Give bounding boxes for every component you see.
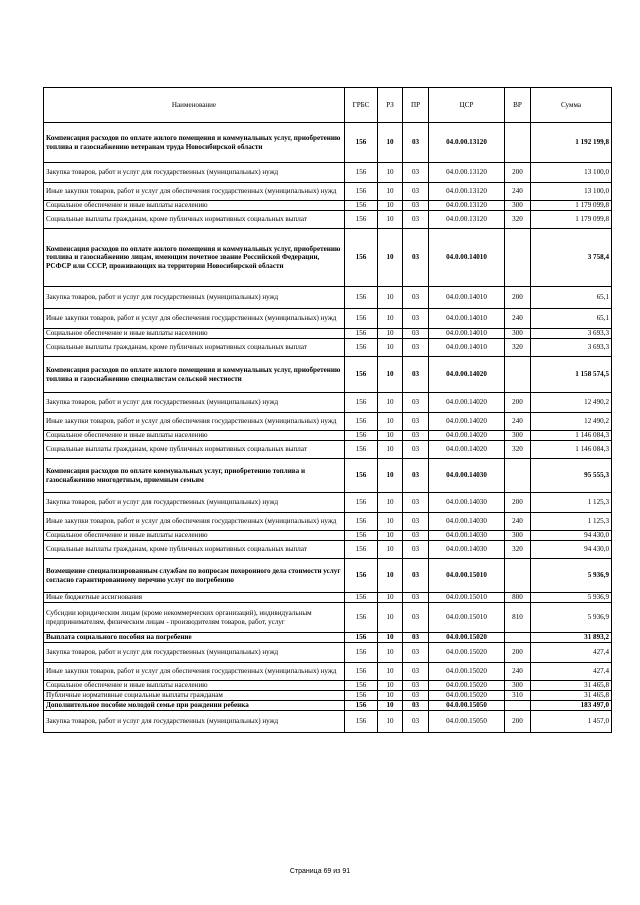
cell-vr: 240 bbox=[505, 663, 531, 681]
cell-name: Иные бюджетные ассигнования bbox=[44, 593, 345, 603]
cell-vr: 240 bbox=[505, 183, 531, 201]
cell-csr: 04.0.00.14030 bbox=[429, 541, 505, 559]
cell-pr: 03 bbox=[403, 431, 429, 441]
cell-grbs: 156 bbox=[345, 643, 378, 663]
cell-grbs: 156 bbox=[345, 357, 378, 393]
table-row bbox=[44, 329, 612, 339]
table-row bbox=[44, 643, 612, 663]
cell-pr: 03 bbox=[403, 643, 429, 663]
cell-sum: 13 100,0 bbox=[531, 183, 612, 201]
cell-rz: 10 bbox=[378, 531, 403, 541]
table-row bbox=[44, 663, 612, 681]
cell-grbs: 156 bbox=[345, 701, 378, 711]
cell-rz: 10 bbox=[378, 603, 403, 633]
cell-csr: 04.0.00.15020 bbox=[429, 643, 505, 663]
cell-name: Иные закупки товаров, работ и услуг для обеспечения государственных (муниципальных) нужд bbox=[44, 183, 345, 201]
cell-pr: 03 bbox=[403, 603, 429, 633]
cell-pr: 03 bbox=[403, 329, 429, 339]
table-row bbox=[44, 339, 612, 357]
cell-pr: 03 bbox=[403, 633, 429, 643]
cell-name: Компенсация расходов по оплате жилого помещения и коммунальных услуг, приобретению топлива и газоснабжению лицам, имеющим почетное звание Российской Федерации, РСФСР или СССР, проживающих на территории Новосибирской области bbox=[44, 229, 345, 287]
cell-csr: 04.0.00.14030 bbox=[429, 513, 505, 531]
cell-vr: 310 bbox=[505, 691, 531, 701]
cell-vr: 240 bbox=[505, 413, 531, 431]
cell-csr: 04.0.00.15050 bbox=[429, 701, 505, 711]
cell-vr: 200 bbox=[505, 493, 531, 513]
cell-rz: 10 bbox=[378, 593, 403, 603]
cell-name: Дополнительное пособие молодой семье при рождении ребенка bbox=[44, 701, 345, 711]
cell-pr: 03 bbox=[403, 163, 429, 183]
cell-vr: 200 bbox=[505, 643, 531, 663]
cell-rz: 10 bbox=[378, 559, 403, 593]
table-row-section bbox=[44, 559, 612, 593]
cell-rz: 10 bbox=[378, 229, 403, 287]
cell-vr: 240 bbox=[505, 513, 531, 531]
cell-vr: 810 bbox=[505, 603, 531, 633]
cell-pr: 03 bbox=[403, 393, 429, 413]
cell-sum: 183 497,0 bbox=[531, 701, 612, 711]
cell-sum: 427,4 bbox=[531, 643, 612, 663]
cell-rz: 10 bbox=[378, 357, 403, 393]
cell-grbs: 156 bbox=[345, 633, 378, 643]
column-header-csr: ЦСР bbox=[429, 88, 505, 123]
cell-sum: 12 490,2 bbox=[531, 393, 612, 413]
cell-grbs: 156 bbox=[345, 211, 378, 229]
cell-vr bbox=[505, 559, 531, 593]
table-row bbox=[44, 593, 612, 603]
cell-vr: 300 bbox=[505, 329, 531, 339]
cell-name: Социальные выплаты гражданам, кроме публичных нормативных социальных выплат bbox=[44, 339, 345, 357]
cell-grbs: 156 bbox=[345, 531, 378, 541]
cell-grbs: 156 bbox=[345, 329, 378, 339]
cell-rz: 10 bbox=[378, 691, 403, 701]
table-row bbox=[44, 211, 612, 229]
cell-csr: 04.0.00.14030 bbox=[429, 459, 505, 493]
cell-csr: 04.0.00.15010 bbox=[429, 603, 505, 633]
cell-rz: 10 bbox=[378, 329, 403, 339]
cell-sum: 31 893,2 bbox=[531, 633, 612, 643]
table-row-section bbox=[44, 229, 612, 287]
cell-pr: 03 bbox=[403, 531, 429, 541]
cell-sum: 31 465,8 bbox=[531, 691, 612, 701]
cell-sum: 5 936,9 bbox=[531, 603, 612, 633]
cell-vr: 300 bbox=[505, 201, 531, 211]
cell-name: Социальные выплаты гражданам, кроме публичных нормативных социальных выплат bbox=[44, 541, 345, 559]
column-header-sum: Сумма bbox=[531, 88, 612, 123]
cell-sum: 1 457,0 bbox=[531, 711, 612, 733]
cell-name: Выплата социального пособия на погребение bbox=[44, 633, 345, 643]
table-row bbox=[44, 183, 612, 201]
cell-rz: 10 bbox=[378, 163, 403, 183]
table-row bbox=[44, 603, 612, 633]
table-row bbox=[44, 393, 612, 413]
cell-rz: 10 bbox=[378, 701, 403, 711]
cell-rz: 10 bbox=[378, 393, 403, 413]
cell-vr: 200 bbox=[505, 393, 531, 413]
cell-csr: 04.0.00.14020 bbox=[429, 393, 505, 413]
cell-vr: 320 bbox=[505, 211, 531, 229]
cell-rz: 10 bbox=[378, 663, 403, 681]
table-row bbox=[44, 413, 612, 431]
table-row bbox=[44, 531, 612, 541]
cell-csr: 04.0.00.15050 bbox=[429, 711, 505, 733]
cell-rz: 10 bbox=[378, 681, 403, 691]
cell-csr: 04.0.00.14020 bbox=[429, 413, 505, 431]
cell-rz: 10 bbox=[378, 339, 403, 357]
cell-grbs: 156 bbox=[345, 229, 378, 287]
cell-rz: 10 bbox=[378, 123, 403, 163]
cell-vr: 320 bbox=[505, 441, 531, 459]
cell-pr: 03 bbox=[403, 309, 429, 329]
column-header-grbs: ГРБС bbox=[345, 88, 378, 123]
cell-pr: 03 bbox=[403, 493, 429, 513]
table-header-row bbox=[44, 88, 612, 123]
cell-csr: 04.0.00.14020 bbox=[429, 357, 505, 393]
cell-csr: 04.0.00.15020 bbox=[429, 663, 505, 681]
cell-sum: 65,1 bbox=[531, 287, 612, 309]
cell-rz: 10 bbox=[378, 633, 403, 643]
cell-name: Социальное обеспечение и иные выплаты населению bbox=[44, 329, 345, 339]
cell-vr bbox=[505, 459, 531, 493]
table-row bbox=[44, 541, 612, 559]
cell-vr: 200 bbox=[505, 287, 531, 309]
cell-name: Иные закупки товаров, работ и услуг для обеспечения государственных (муниципальных) нужд bbox=[44, 663, 345, 681]
table-row bbox=[44, 681, 612, 691]
cell-name: Иные закупки товаров, работ и услуг для обеспечения государственных (муниципальных) нужд bbox=[44, 309, 345, 329]
cell-sum: 12 490,2 bbox=[531, 413, 612, 431]
cell-sum: 1 192 199,8 bbox=[531, 123, 612, 163]
cell-vr bbox=[505, 229, 531, 287]
cell-name: Социальное обеспечение и иные выплаты населению bbox=[44, 201, 345, 211]
cell-name: Иные закупки товаров, работ и услуг для обеспечения государственных (муниципальных) нужд bbox=[44, 413, 345, 431]
cell-vr bbox=[505, 357, 531, 393]
cell-pr: 03 bbox=[403, 559, 429, 593]
table-row-section bbox=[44, 357, 612, 393]
cell-pr: 03 bbox=[403, 441, 429, 459]
cell-sum: 5 936,9 bbox=[531, 593, 612, 603]
table-row bbox=[44, 691, 612, 701]
page-number: Страница 69 из 91 bbox=[289, 868, 351, 875]
cell-csr: 04.0.00.14010 bbox=[429, 229, 505, 287]
cell-csr: 04.0.00.15020 bbox=[429, 681, 505, 691]
table-row-section bbox=[44, 633, 612, 643]
cell-sum: 65,1 bbox=[531, 309, 612, 329]
cell-name: Субсидии юридическим лицам (кроме некоммерческих организаций), индивидуальным предпринимателям, физическим лицам - производителям товаров, работ, услуг bbox=[44, 603, 345, 633]
cell-grbs: 156 bbox=[345, 123, 378, 163]
cell-csr: 04.0.00.14010 bbox=[429, 339, 505, 357]
cell-grbs: 156 bbox=[345, 711, 378, 733]
cell-csr: 04.0.00.14010 bbox=[429, 287, 505, 309]
cell-rz: 10 bbox=[378, 493, 403, 513]
cell-rz: 10 bbox=[378, 183, 403, 201]
table-row bbox=[44, 163, 612, 183]
cell-grbs: 156 bbox=[345, 513, 378, 531]
cell-sum: 1 125,3 bbox=[531, 493, 612, 513]
cell-vr: 300 bbox=[505, 681, 531, 691]
cell-pr: 03 bbox=[403, 123, 429, 163]
cell-csr: 04.0.00.14030 bbox=[429, 493, 505, 513]
cell-vr: 240 bbox=[505, 309, 531, 329]
cell-pr: 03 bbox=[403, 513, 429, 531]
cell-vr: 200 bbox=[505, 711, 531, 733]
cell-name: Социальные выплаты гражданам, кроме публичных нормативных социальных выплат bbox=[44, 441, 345, 459]
column-header-rz: РЗ bbox=[378, 88, 403, 123]
cell-name: Закупка товаров, работ и услуг для государственных (муниципальных) нужд bbox=[44, 163, 345, 183]
cell-name: Закупка товаров, работ и услуг для государственных (муниципальных) нужд bbox=[44, 643, 345, 663]
cell-name: Закупка товаров, работ и услуг для государственных (муниципальных) нужд bbox=[44, 393, 345, 413]
cell-csr: 04.0.00.14020 bbox=[429, 431, 505, 441]
cell-grbs: 156 bbox=[345, 393, 378, 413]
table-row-section bbox=[44, 123, 612, 163]
cell-sum: 95 555,3 bbox=[531, 459, 612, 493]
cell-grbs: 156 bbox=[345, 163, 378, 183]
cell-sum: 1 146 084,3 bbox=[531, 441, 612, 459]
cell-pr: 03 bbox=[403, 711, 429, 733]
cell-name: Социальное обеспечение и иные выплаты населению bbox=[44, 431, 345, 441]
cell-sum: 3 693,3 bbox=[531, 339, 612, 357]
cell-pr: 03 bbox=[403, 357, 429, 393]
cell-csr: 04.0.00.14030 bbox=[429, 531, 505, 541]
cell-csr: 04.0.00.13120 bbox=[429, 123, 505, 163]
cell-name: Закупка товаров, работ и услуг для государственных (муниципальных) нужд bbox=[44, 493, 345, 513]
cell-rz: 10 bbox=[378, 431, 403, 441]
cell-pr: 03 bbox=[403, 459, 429, 493]
table-row bbox=[44, 201, 612, 211]
cell-pr: 03 bbox=[403, 541, 429, 559]
cell-name: Публичные нормативные социальные выплаты гражданам bbox=[44, 691, 345, 701]
cell-grbs: 156 bbox=[345, 559, 378, 593]
cell-csr: 04.0.00.15010 bbox=[429, 593, 505, 603]
cell-csr: 04.0.00.13120 bbox=[429, 201, 505, 211]
cell-vr: 300 bbox=[505, 431, 531, 441]
cell-sum: 427,4 bbox=[531, 663, 612, 681]
cell-sum: 1 179 099,8 bbox=[531, 211, 612, 229]
cell-pr: 03 bbox=[403, 691, 429, 701]
cell-rz: 10 bbox=[378, 211, 403, 229]
cell-vr bbox=[505, 701, 531, 711]
table-row-section bbox=[44, 701, 612, 711]
cell-rz: 10 bbox=[378, 459, 403, 493]
table-body bbox=[44, 123, 612, 733]
cell-csr: 04.0.00.15010 bbox=[429, 559, 505, 593]
cell-name: Компенсация расходов по оплате коммунальных услуг, приобретению топлива и газоснабжению многодетным, приемным семьям bbox=[44, 459, 345, 493]
cell-sum: 3 693,3 bbox=[531, 329, 612, 339]
cell-vr: 300 bbox=[505, 531, 531, 541]
cell-rz: 10 bbox=[378, 643, 403, 663]
cell-csr: 04.0.00.15020 bbox=[429, 691, 505, 701]
cell-sum: 1 158 574,5 bbox=[531, 357, 612, 393]
cell-vr bbox=[505, 633, 531, 643]
cell-csr: 04.0.00.14020 bbox=[429, 441, 505, 459]
cell-grbs: 156 bbox=[345, 681, 378, 691]
cell-grbs: 156 bbox=[345, 593, 378, 603]
cell-grbs: 156 bbox=[345, 431, 378, 441]
cell-rz: 10 bbox=[378, 287, 403, 309]
cell-name: Социальные выплаты гражданам, кроме публичных нормативных социальных выплат bbox=[44, 211, 345, 229]
cell-pr: 03 bbox=[403, 183, 429, 201]
table-row bbox=[44, 309, 612, 329]
cell-grbs: 156 bbox=[345, 441, 378, 459]
table-row bbox=[44, 431, 612, 441]
table-row bbox=[44, 493, 612, 513]
cell-pr: 03 bbox=[403, 211, 429, 229]
cell-vr: 200 bbox=[505, 163, 531, 183]
cell-name: Социальное обеспечение и иные выплаты населению bbox=[44, 681, 345, 691]
cell-csr: 04.0.00.14010 bbox=[429, 309, 505, 329]
cell-pr: 03 bbox=[403, 413, 429, 431]
cell-grbs: 156 bbox=[345, 603, 378, 633]
cell-sum: 1 125,3 bbox=[531, 513, 612, 531]
cell-pr: 03 bbox=[403, 287, 429, 309]
cell-sum: 1 146 084,3 bbox=[531, 431, 612, 441]
table-row bbox=[44, 287, 612, 309]
cell-sum: 94 430,0 bbox=[531, 541, 612, 559]
cell-sum: 1 179 099,8 bbox=[531, 201, 612, 211]
cell-vr: 320 bbox=[505, 339, 531, 357]
cell-grbs: 156 bbox=[345, 287, 378, 309]
cell-csr: 04.0.00.13120 bbox=[429, 163, 505, 183]
column-header-pr: ПР bbox=[403, 88, 429, 123]
cell-sum: 3 758,4 bbox=[531, 229, 612, 287]
cell-name: Закупка товаров, работ и услуг для государственных (муниципальных) нужд bbox=[44, 711, 345, 733]
cell-pr: 03 bbox=[403, 593, 429, 603]
cell-rz: 10 bbox=[378, 513, 403, 531]
cell-grbs: 156 bbox=[345, 459, 378, 493]
cell-pr: 03 bbox=[403, 339, 429, 357]
cell-name: Компенсация расходов по оплате жилого помещения и коммунальных услуг, приобретению топлива и газоснабжению специалистам сельской местности bbox=[44, 357, 345, 393]
cell-rz: 10 bbox=[378, 413, 403, 431]
cell-vr: 800 bbox=[505, 593, 531, 603]
cell-sum: 13 100,0 bbox=[531, 163, 612, 183]
cell-vr: 320 bbox=[505, 541, 531, 559]
cell-rz: 10 bbox=[378, 441, 403, 459]
cell-name: Иные закупки товаров, работ и услуг для обеспечения государственных (муниципальных) нужд bbox=[44, 513, 345, 531]
cell-grbs: 156 bbox=[345, 309, 378, 329]
cell-rz: 10 bbox=[378, 309, 403, 329]
cell-pr: 03 bbox=[403, 201, 429, 211]
cell-rz: 10 bbox=[378, 541, 403, 559]
budget-table bbox=[43, 87, 612, 733]
cell-pr: 03 bbox=[403, 681, 429, 691]
cell-grbs: 156 bbox=[345, 201, 378, 211]
cell-csr: 04.0.00.13120 bbox=[429, 211, 505, 229]
cell-name: Закупка товаров, работ и услуг для государственных (муниципальных) нужд bbox=[44, 287, 345, 309]
cell-pr: 03 bbox=[403, 229, 429, 287]
cell-grbs: 156 bbox=[345, 541, 378, 559]
cell-csr: 04.0.00.14010 bbox=[429, 329, 505, 339]
column-header-name: Наименование bbox=[44, 88, 345, 123]
cell-csr: 04.0.00.15020 bbox=[429, 633, 505, 643]
table-row bbox=[44, 441, 612, 459]
column-header-vr: ВР bbox=[505, 88, 531, 123]
cell-sum: 94 430,0 bbox=[531, 531, 612, 541]
cell-name: Компенсация расходов по оплате жилого помещения и коммунальных услуг, приобретению топлива и газоснабжению ветеранам труда Новосибирской области bbox=[44, 123, 345, 163]
cell-grbs: 156 bbox=[345, 339, 378, 357]
cell-sum: 5 936,9 bbox=[531, 559, 612, 593]
cell-sum: 31 465,8 bbox=[531, 681, 612, 691]
cell-name: Социальное обеспечение и иные выплаты населению bbox=[44, 531, 345, 541]
table-row-section bbox=[44, 459, 612, 493]
cell-grbs: 156 bbox=[345, 663, 378, 681]
cell-rz: 10 bbox=[378, 711, 403, 733]
cell-pr: 03 bbox=[403, 663, 429, 681]
table-row bbox=[44, 513, 612, 531]
cell-csr: 04.0.00.13120 bbox=[429, 183, 505, 201]
cell-grbs: 156 bbox=[345, 183, 378, 201]
cell-name: Возмещение специализированным службам по вопросам похоронного дела стоимости услуг согласно гарантированному перечню услуг по погребению bbox=[44, 559, 345, 593]
cell-grbs: 156 bbox=[345, 493, 378, 513]
cell-pr: 03 bbox=[403, 701, 429, 711]
cell-grbs: 156 bbox=[345, 691, 378, 701]
table-row bbox=[44, 711, 612, 733]
cell-rz: 10 bbox=[378, 201, 403, 211]
cell-grbs: 156 bbox=[345, 413, 378, 431]
cell-vr bbox=[505, 123, 531, 163]
